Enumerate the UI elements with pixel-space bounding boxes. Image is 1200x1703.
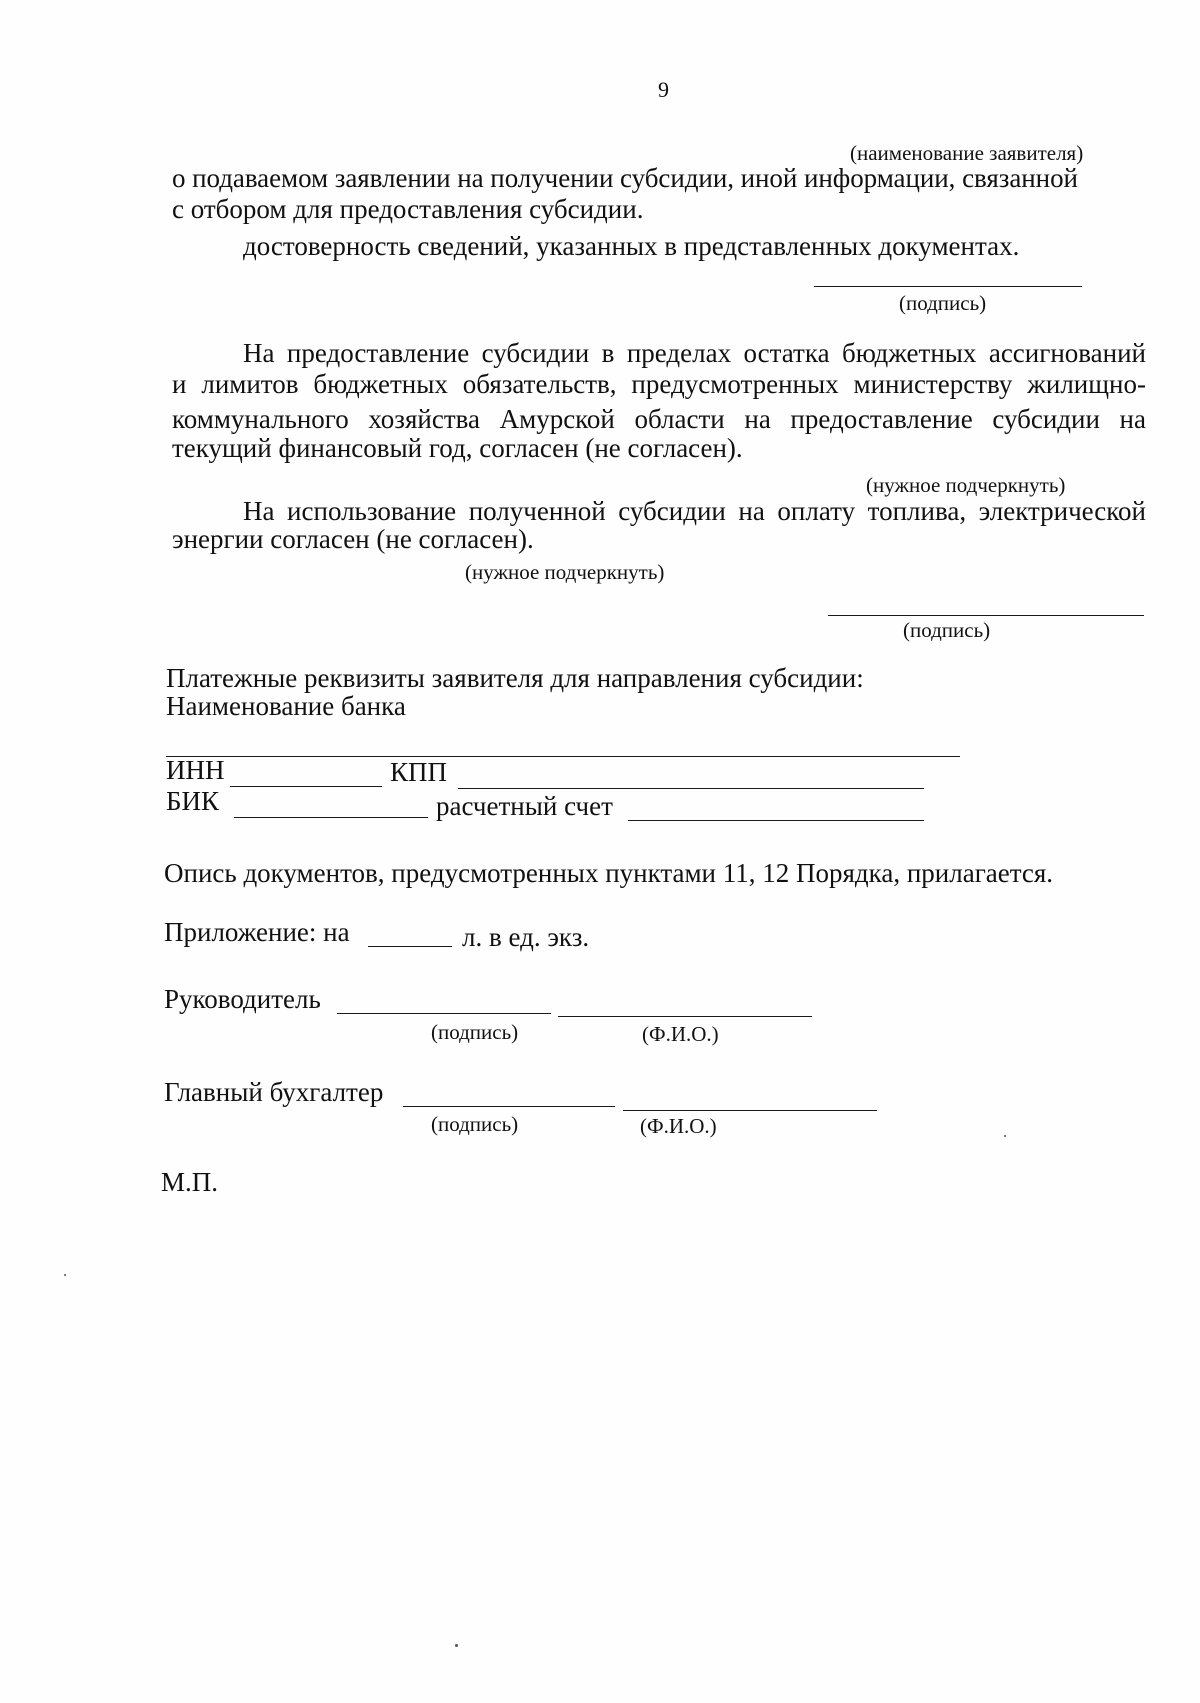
scan-speck [1004, 1135, 1006, 1137]
bank-name-label: Наименование банка [166, 691, 406, 721]
bank-name-line [166, 756, 960, 757]
chief-accountant-signature-caption: (подпись) [431, 1112, 519, 1136]
bik-line [234, 817, 428, 818]
usage-line-1: На использование полученной субсидии на оплату топлива, электрической [243, 496, 1146, 526]
consent-line-4: текущий финансовый год, согласен (не согласен). [172, 433, 743, 463]
chief-accountant-name-line [623, 1110, 877, 1111]
attachment-prefix: Приложение: на [164, 917, 350, 947]
signature-line-2 [828, 615, 1144, 616]
scan-speck [64, 1274, 66, 1276]
page-number: 9 [658, 77, 669, 102]
kpp-line [458, 788, 924, 789]
inn-label: ИНН [166, 755, 225, 785]
signature-caption-2: (подпись) [903, 618, 991, 642]
consent-line-3: коммунального хозяйства Амурской области на предоставление субсидии на [172, 404, 1146, 434]
inventory-text: Опись документов, предусмотренных пунктами 11, 12 Порядка, прилагается. [164, 858, 1054, 888]
account-label: расчетный счет [436, 791, 613, 821]
signature-line-1 [814, 286, 1082, 287]
usage-line-2: энергии согласен (не согласен). [172, 524, 534, 554]
head-label: Руководитель [164, 984, 321, 1014]
inn-line [230, 786, 382, 787]
chief-accountant-label: Главный бухгалтер [164, 1077, 384, 1107]
attachment-suffix: л. в ед. экз. [462, 922, 590, 952]
bik-label: БИК [166, 786, 220, 816]
consent-underline-caption: (нужное подчеркнуть) [866, 473, 1066, 497]
head-signature-line [337, 1013, 551, 1014]
chief-accountant-signature-line [403, 1106, 615, 1107]
kpp-label: КПП [390, 757, 448, 787]
head-name-caption: (Ф.И.О.) [642, 1022, 719, 1046]
bank-details-heading: Платежные реквизиты заявителя для направления субсидии: [166, 663, 864, 693]
top-text-line-2: с отбором для предоставления субсидии. [172, 194, 644, 224]
signature-caption-1: (подпись) [899, 291, 987, 315]
usage-underline-caption: (нужное подчеркнуть) [465, 560, 665, 584]
scan-speck [455, 1644, 458, 1647]
head-name-line [558, 1016, 812, 1017]
stamp-place-label: М.П. [161, 1167, 219, 1197]
chief-accountant-name-caption: (Ф.И.О.) [640, 1114, 717, 1138]
top-text-line-3: достоверность сведений, указанных в представленных документах. [243, 231, 1020, 261]
applicant-name-caption: (наименование заявителя) [850, 141, 1084, 165]
attachment-sheets-line [368, 946, 452, 947]
consent-line-1: На предоставление субсидии в пределах остатка бюджетных ассигнований [243, 338, 1146, 368]
head-signature-caption: (подпись) [431, 1020, 519, 1044]
top-text-line-1: о подаваемом заявлении на получении субсидии, иной информации, связанной [172, 163, 1078, 193]
account-line [628, 820, 924, 821]
consent-line-2: и лимитов бюджетных обязательств, предусмотренных министерству жилищно- [172, 369, 1146, 399]
